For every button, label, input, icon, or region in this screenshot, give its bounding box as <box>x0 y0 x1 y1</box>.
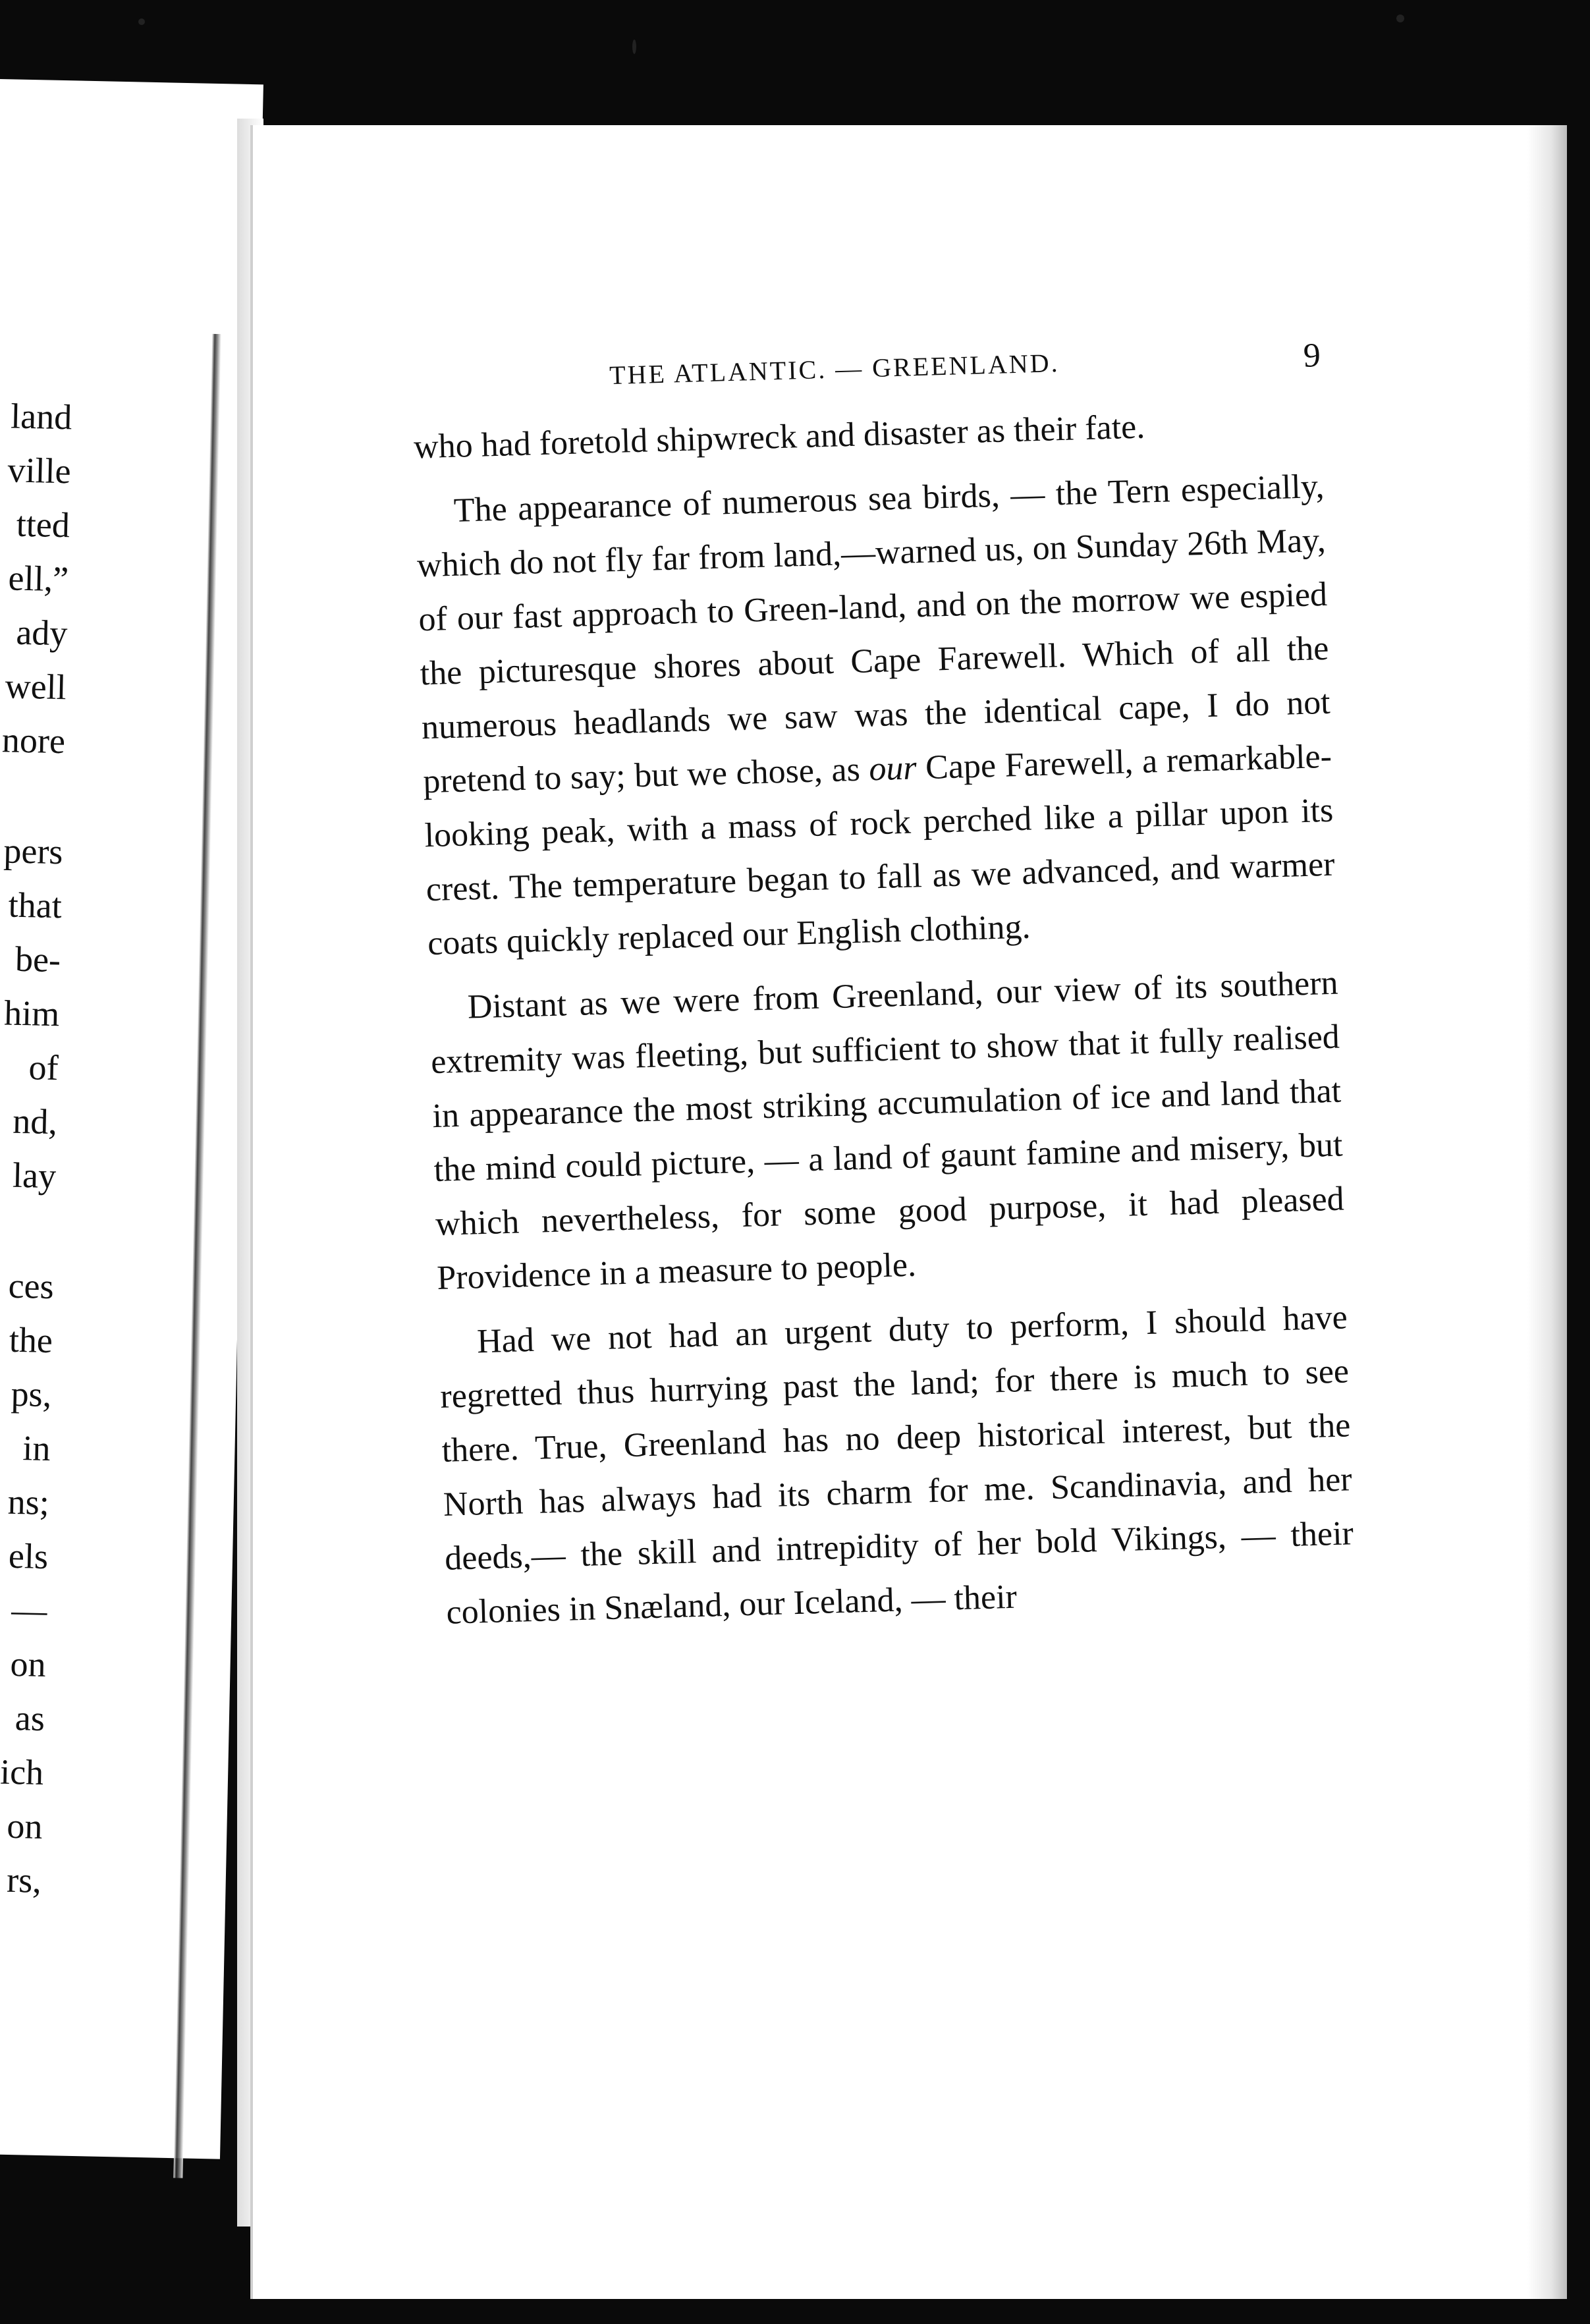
left-facing-page <box>0 79 263 2159</box>
left-fragment: of <box>28 1047 59 1088</box>
running-head-title: THE ATLANTIC. — GREENLAND. <box>609 348 1060 391</box>
gutter-fold-line <box>173 334 221 2178</box>
page-text-block <box>412 336 1356 1640</box>
left-fragment: — <box>11 1590 47 1630</box>
left-fragment: well <box>5 666 67 707</box>
left-fragment: ell,” <box>8 558 69 599</box>
paragraph-sea-birds-text-continued: Cape Farewell, a remarkable-looking peak, with a mass of rock perched like a pillar upon its crest. The temperature began to fall as we advanced, and warmer coats quickly replaced our English clothing. <box>424 737 1336 963</box>
paragraph-distant-view: Distant as we were from Greenland, our view of its southern extremity was fleeting, but sufficient to show that it fully realised in appearance the most striking accumulation of ice and land that the mind could picture, — a land of gaunt famine and misery, but which nevertheless, for some good purpose, it had pleased Providence in a measure to people. <box>430 964 1345 1297</box>
left-fragment: pers <box>3 831 64 872</box>
left-fragment: land <box>10 396 72 437</box>
left-fragment: on <box>9 1644 47 1684</box>
scan-speck <box>632 40 636 54</box>
left-fragment: els <box>8 1536 49 1577</box>
scan-speck <box>1396 14 1404 22</box>
left-fragment: ich <box>0 1752 44 1792</box>
left-fragment: tted <box>16 504 70 545</box>
scan-speck <box>138 18 145 25</box>
left-fragment: lay <box>12 1155 57 1196</box>
left-fragment: the <box>9 1319 53 1361</box>
left-fragment: ady <box>15 612 69 653</box>
left-fragment: as <box>14 1698 45 1738</box>
italic-word-our: our <box>868 749 918 788</box>
left-page-text-fragments <box>0 79 86 2155</box>
left-fragment: ns; <box>7 1481 50 1523</box>
page-number: 9 <box>1303 336 1321 375</box>
left-fragment: him <box>3 993 60 1034</box>
left-fragment: that <box>8 885 63 926</box>
left-fragment: ville <box>7 450 72 491</box>
page-edge-shading <box>1527 125 1567 2299</box>
paragraph-sea-birds-text: The appearance of numerous sea birds, — the Tern especially, which do not fly far from land,—warned us, on Sunday 26th May, of our fast approach to Green-land, and on the morrow we espied the picturesque shores about Cape Farewell. Which of all the numerous headlands we saw was the identical cape, I do not pretend to say; but we chose, as <box>416 467 1331 801</box>
paragraph-sea-birds <box>415 460 1337 971</box>
left-fragment: on <box>6 1806 43 1846</box>
paragraph-urgent-duty: Had we not had an urgent duty to perform, I should have regretted thus hurrying past the land; for there is much to see there. True, Greenland has no deep historical interest, but the North has always had its charm for me. Scandinavia, and her deeds,— the skill and intrepidity of her bold Vikings, — their colonies in Snæland, our Iceland, — their <box>439 1298 1354 1632</box>
left-fragment: ces <box>8 1265 55 1307</box>
left-fragment: nore <box>1 720 66 761</box>
right-page <box>250 125 1567 2299</box>
left-fragment: be- <box>14 939 61 980</box>
left-fragment: ps, <box>11 1373 52 1415</box>
paragraph-continuation: who had foretold shipwreck and disaster as their fate. <box>413 408 1145 466</box>
left-fragment: nd, <box>12 1101 58 1142</box>
left-fragment: in <box>22 1428 51 1469</box>
left-fragment: rs, <box>6 1860 42 1900</box>
